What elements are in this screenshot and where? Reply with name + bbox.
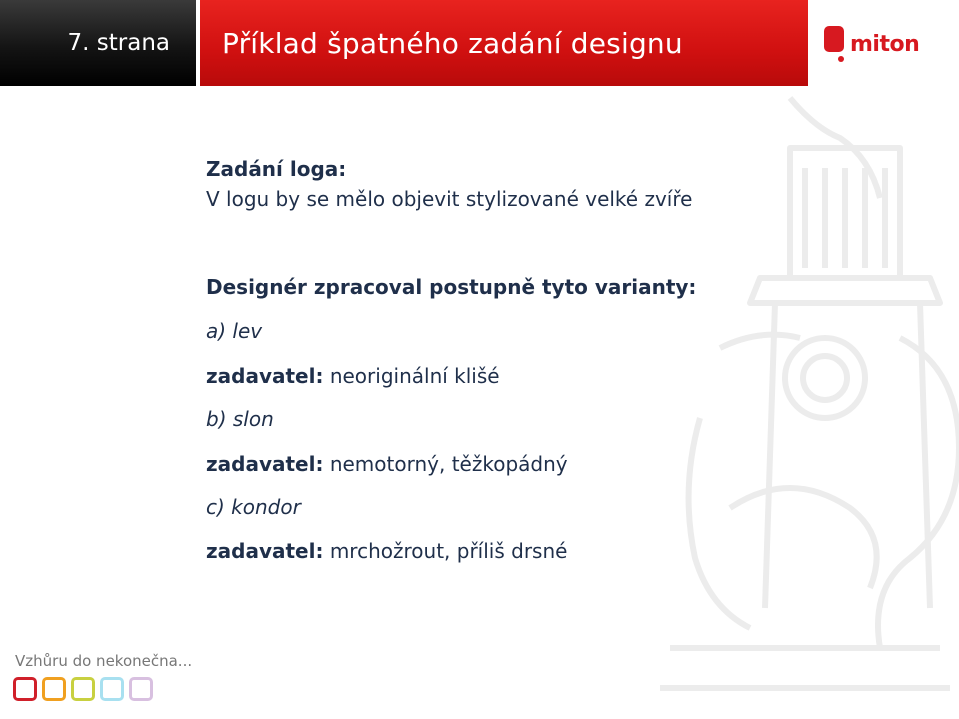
yellow-green-square-icon xyxy=(71,677,95,701)
client-label: zadavatel: xyxy=(206,539,324,563)
logo-mark-icon xyxy=(824,24,846,64)
footer-tagline: Vzhůru do nekonečna... xyxy=(15,652,193,670)
client-feedback: nemotorný, těžkopádný xyxy=(329,452,568,476)
variant-name: c) kondor xyxy=(206,495,301,519)
cyan-square-icon xyxy=(100,677,124,701)
red-square-icon xyxy=(13,677,37,701)
page-number-label: 7. strana xyxy=(67,30,170,56)
brief-text: V logu by se mělo objevit stylizované velké zvíře xyxy=(206,187,693,211)
client-feedback: neoriginální klišé xyxy=(329,364,500,388)
lavender-square-icon xyxy=(129,677,153,701)
brief-heading: Zadání loga: xyxy=(206,157,347,181)
client-label: zadavatel: xyxy=(206,364,324,388)
variant-name: a) lev xyxy=(206,319,263,343)
client-feedback-line xyxy=(206,364,500,388)
orange-square-icon xyxy=(42,677,66,701)
client-feedback-line xyxy=(206,539,567,563)
variant-name: b) slon xyxy=(206,407,274,431)
client-feedback: mrchožrout, příliš drsné xyxy=(329,539,568,563)
client-label: zadavatel: xyxy=(206,452,324,476)
miton-logo xyxy=(824,22,942,66)
slide-title: Příklad špatného zadání designu xyxy=(222,26,683,60)
logo-text: miton xyxy=(850,31,920,57)
client-feedback-line xyxy=(206,452,568,476)
lighthouse-watermark-icon xyxy=(640,88,959,719)
page-number-banner xyxy=(0,0,196,86)
footer-color-squares xyxy=(13,677,153,701)
title-banner xyxy=(200,0,808,86)
designer-heading: Designér zpracoval postupně tyto varianty: xyxy=(206,275,697,299)
